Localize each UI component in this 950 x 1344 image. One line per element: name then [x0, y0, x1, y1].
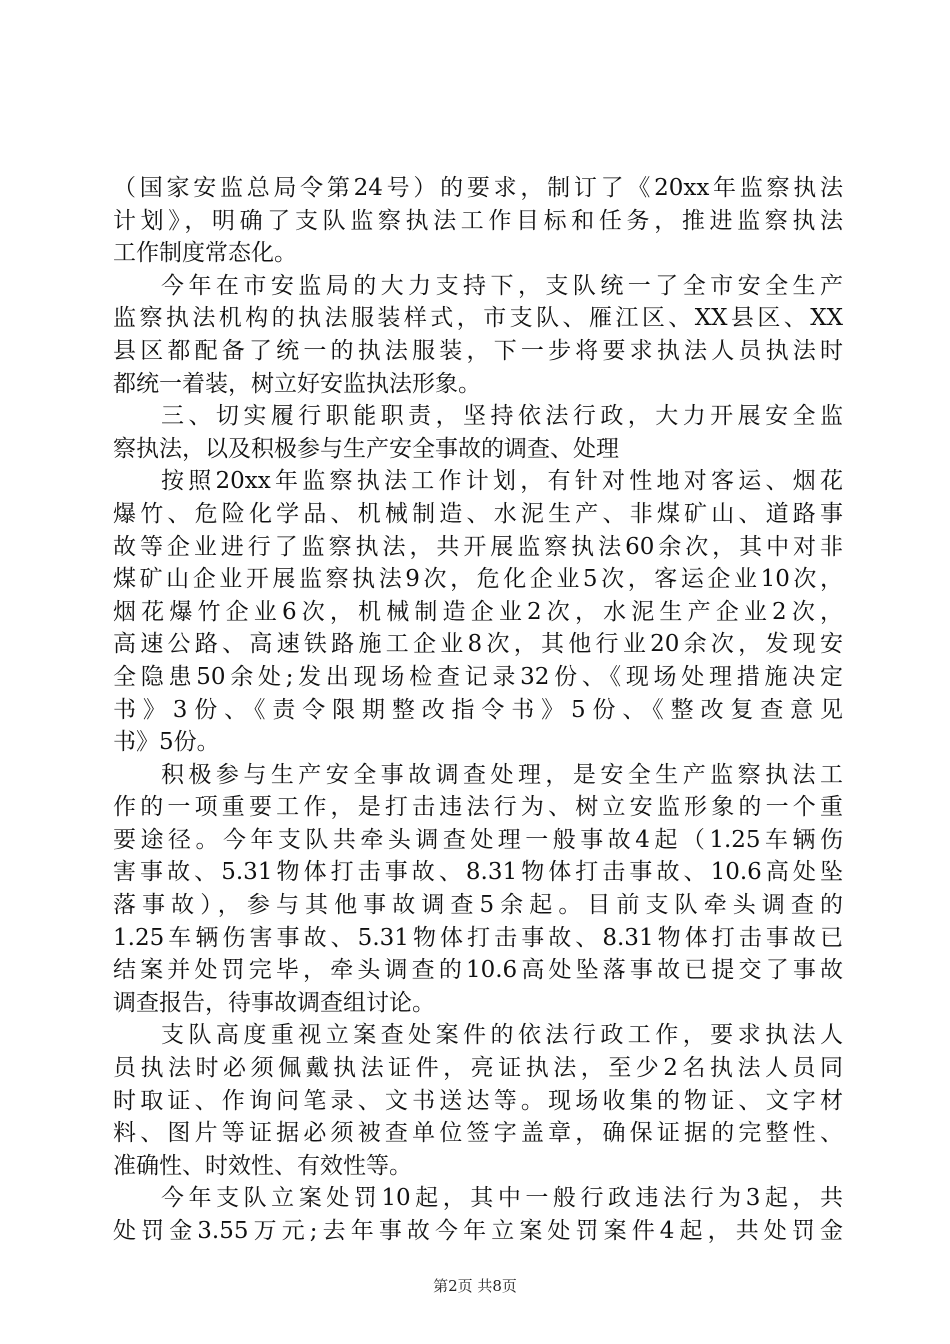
text-line: 县区都配备了统一的执法服装，下一步将要求执法人员执法时	[113, 337, 843, 364]
section-heading-continued: 察执法，以及积极参与生产安全事故的调查、处理	[113, 435, 619, 462]
paragraph-first-line: 按照20xx年监察执法工作计划，有针对性地对客运、烟花	[161, 468, 843, 495]
document-body	[113, 172, 843, 1248]
text-line: 故等企业进行了监察执法，共开展监察执法60余次，其中对非	[113, 533, 843, 560]
text-line: 料、图片等证据必须被查单位签字盖章，确保证据的完整性、	[113, 1120, 843, 1147]
text-line: （国家安监总局令第24号）的要求，制订了《20xx年监察执法	[113, 175, 843, 201]
page-number-footer: 第2页 共8页	[433, 1277, 517, 1295]
text-line: 调查报告，待事故调查组讨论。	[113, 989, 435, 1016]
text-line: 员执法时必须佩戴执法证件，亮证执法，至少2名执法人员同	[113, 1055, 843, 1082]
text-line: 准确性、时效性、有效性等。	[113, 1152, 412, 1179]
text-line: 书》5份。	[113, 729, 220, 756]
paragraph-first-line: 支队高度重视立案查处案件的依法行政工作，要求执法人	[161, 1022, 843, 1049]
paragraph-first-line: 今年在市安监局的大力支持下，支队统一了全市安全生产	[161, 272, 843, 299]
text-line: 煤矿山企业开展监察执法9次，危化企业5次，客运企业10次，	[113, 566, 843, 593]
text-line: 1.25车辆伤害事故、5.31物体打击事故、8.31物体打击事故已	[113, 924, 843, 951]
text-line: 全隐患50余处;发出现场检查记录32份、《现场处理措施决定	[113, 663, 843, 690]
text-line: 高速公路、高速铁路施工企业8次，其他行业20余次，发现安	[113, 631, 843, 658]
text-line: 书》3份、《责令限期整改指令书》5份、《整改复查意见	[113, 696, 843, 723]
paragraph-first-line: 积极参与生产安全事故调查处理，是安全生产监察执法工	[161, 761, 843, 788]
text-line: 作的一项重要工作，是打击违法行为、树立安监形象的一个重	[113, 794, 843, 821]
paragraph-first-line: 今年支队立案处罚10起，其中一般行政违法行为3起，共	[161, 1185, 843, 1212]
text-line: 工作制度常态化。	[113, 240, 297, 267]
text-line: 监察执法机构的执法服装样式，市支队、雁江区、XX县区、XX	[113, 305, 843, 332]
text-line: 爆竹、危险化学品、机械制造、水泥生产、非煤矿山、道路事	[113, 500, 843, 527]
text-line: 烟花爆竹企业6次，机械制造企业2次，水泥生产企业2次，	[113, 598, 843, 625]
section-heading: 三、切实履行职能职责，坚持依法行政，大力开展安全监	[161, 403, 843, 430]
text-line: 结案并处罚完毕，牵头调查的10.6高处坠落事故已提交了事故	[113, 957, 843, 984]
text-line: 落事故），参与其他事故调查5余起。目前支队牵头调查的	[113, 892, 843, 919]
text-line: 都统一着装，树立好安监执法形象。	[113, 370, 481, 397]
text-line: 时取证、作询问笔录、文书送达等。现场收集的物证、文字材	[113, 1087, 843, 1114]
text-line: 计划》，明确了支队监察执法工作目标和任务，推进监察执法	[113, 207, 843, 234]
text-line: 处罚金3.55万元;去年事故今年立案处罚案件4起，共处罚金	[113, 1218, 843, 1244]
text-line: 害事故、5.31物体打击事故、8.31物体打击事故、10.6高处坠	[113, 859, 843, 886]
text-line: 要途径。今年支队共牵头调查处理一般事故4起（1.25车辆伤	[113, 826, 843, 853]
